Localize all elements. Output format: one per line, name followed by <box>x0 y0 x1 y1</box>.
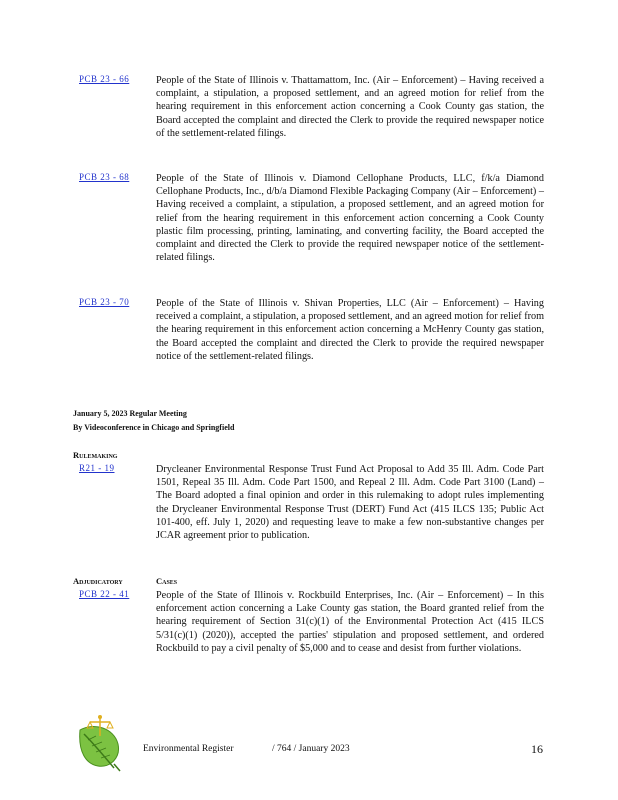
meeting-date: January 5, 2023 Regular Meeting <box>73 409 187 418</box>
leaf-scales-logo-icon <box>74 714 126 772</box>
docket-link[interactable]: R21 - 19 <box>79 463 115 473</box>
case-summary: People of the State of Illinois v. Shivan Properties, LLC (Air – Enforcement) – Having received a complaint, a stipulation, a proposed settlement, and an agreed motion for relief from the hearing requirement in this enforcement action concerning a McHenry County gas station, the Board accepted the complaint and directed the Clerk to provide the required newspaper notice of the settlement-related filings. <box>156 298 544 362</box>
footer-publication: Environmental Register <box>143 744 234 754</box>
docket-link[interactable]: PCB 22 - 41 <box>79 589 130 599</box>
case-summary: People of the State of Illinois v. Rockbuild Enterprises, Inc. (Air – Enforcement) – In this enforcement action concerning a Lake County gas station, the Board granted relief from the hearing requirement of Section 31(c)(1) of the Environmental Protection Act (415 ILCS 5/31(c)(1) (2020)), accepted the parties' stipulation and proposed settlement, and ordered Rockbuild to pay a civil penalty of $5,000 and to cease and desist from further violations. <box>156 590 544 654</box>
docket-link[interactable]: PCB 23 - 70 <box>79 297 130 307</box>
docket-link[interactable]: PCB 23 - 68 <box>79 172 130 182</box>
rulemaking-summary: Drycleaner Environmental Response Trust Fund Act Proposal to Add 35 Ill. Adm. Code Part 1501, Repeal 35 Ill. Adm. Code Part 1500, and Repeal 2 Ill. Adm. Code Part 3100 (Land) – The Board adopted a final opinion and order in this rulemaking to adopt rules implementing the Drycleaner Environmental Response Trust (DERT) Fund Act (415 ILCS 135; Public Act 101-400, eff. July 1, 2020) and requesting leave to make a few non-substantive changes per JCAR agreement prior to publication. <box>156 464 544 542</box>
page-number: 16 <box>531 742 543 756</box>
rulemaking-heading: Rulemaking <box>73 450 118 460</box>
meeting-location: By Videoconference in Chicago and Springfield <box>73 423 235 432</box>
case-summary: People of the State of Illinois v. Thattamattom, Inc. (Air – Enforcement) – Having received a complaint, a stipulation, a proposed settlement, and an agreed motion for relief from the hearing requirement in this enforcement action concerning a Cook County gas station, the Board accepted the complaint and directed the Clerk to provide the required newspaper notice of the settlement-related filings. <box>156 75 544 139</box>
footer-issue: / 764 / January 2023 <box>272 744 350 754</box>
cases-heading: Cases <box>156 576 178 586</box>
docket-link[interactable]: PCB 23 - 66 <box>79 74 130 84</box>
adjudicatory-heading: Adjudicatory <box>73 576 123 586</box>
case-summary: People of the State of Illinois v. Diamond Cellophane Products, LLC, f/k/a Diamond Cellophane Products, Inc., d/b/a Diamond Flexible Packaging Company (Air – Enforcement) – Having received a complaint, a stipulation, a proposed settlement, and an agreed motion for relief from the hearing requirement in this enforcement action concerning a Cook County plastic film processing, printing, laminating, and converting facility, the Board accepted the complaint and directed the Clerk to provide the required newspaper notice of the settlement-related filings. <box>156 173 544 264</box>
